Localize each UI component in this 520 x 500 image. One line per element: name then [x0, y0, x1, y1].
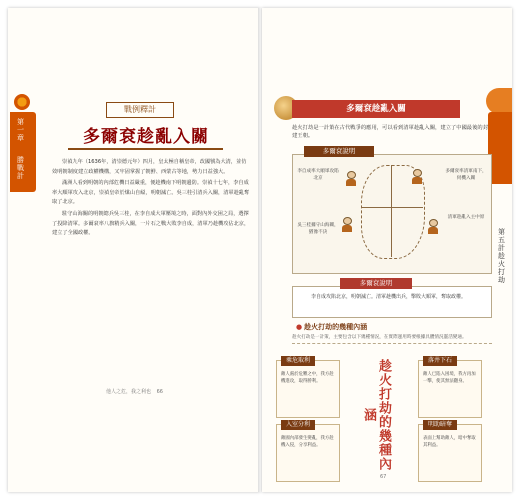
card-title: 落井下石: [423, 356, 457, 366]
warlord-figure: [341, 217, 353, 231]
concept-card: [418, 357, 482, 418]
page-title: 多爾袞趁亂入關: [83, 127, 209, 147]
concept-card: [276, 357, 340, 418]
map-label-right-top: 多爾袞率清軍南下，伺機入關: [445, 169, 487, 181]
footer-quote: 他人之危，我之利也: [106, 389, 152, 395]
side-title: 第五計 趁火打劫: [498, 228, 505, 284]
paragraph: 滿洲人看到明朝的內部危機日益嚴重，便趁機南下明朝邊防。崇禎十七年，李自成率大順軍攻入北京，崇禎皇帝於煤山自縊，明朝滅亡。吳三桂引清兵入關，清軍趁亂奪取了北京。: [52, 180, 250, 206]
card-text: 敵人已陷入困境，我方再加一擊，使其無法翻身。: [423, 372, 476, 384]
map-label-left-bottom: 吳三桂據守山海關，猶豫不決: [297, 223, 339, 235]
warlord-figure: [411, 169, 423, 183]
map-border-line: [361, 207, 423, 208]
card-title: 入室分利: [281, 420, 315, 430]
card-text: 表面上幫助敵人，暗中奪取其利益。: [423, 436, 476, 448]
subheading: [296, 322, 367, 332]
card-text: 敵國內部發生變亂，我方趁機入侵，分享利益。: [281, 436, 334, 448]
page-number: 66: [156, 389, 163, 395]
card-title: 乘危取利: [281, 356, 315, 366]
explain-heading: 多爾袞說明: [340, 278, 412, 289]
center-callout: [344, 356, 408, 474]
card-text: 敵人處於危難之中，我方趁機進攻，取得勝利。: [281, 372, 334, 384]
page-number: 67: [380, 474, 387, 480]
section-label: 戰例釋計: [106, 102, 174, 118]
section-header: 多爾袞趁亂入關: [292, 100, 460, 118]
map-label-left-top: 李自成率大順軍攻陷北京: [297, 169, 339, 181]
monkey-icon: [486, 88, 512, 114]
map-panel: [292, 154, 492, 274]
map-label-right-bottom: 清軍趁亂入主中原: [447, 215, 485, 220]
paragraph: 崇禎九年（1636年，清崇德元年）四月，皇太極自稱皇帝，改國號為大清，並仿效明朝制度建立政權機構，又牢固掌握了朝鮮、西蒙古等地，勢力日益強大。: [52, 159, 247, 175]
chapter-side-tab: [10, 112, 36, 192]
map-heading: 多爾袞說明: [304, 146, 374, 157]
callout-text: 趁火打劫的幾種內涵: [361, 359, 391, 471]
sun-icon: [14, 94, 30, 110]
warlord-figure: [345, 171, 357, 185]
map-border-line: [391, 165, 392, 257]
intro-text: 趁火打劫是一計策在古代戰爭的應用，可以看到清軍趁亂入關，建立了中國最後的封建王朝。: [292, 125, 488, 139]
card-title: 明助暗奪: [423, 420, 457, 430]
paragraph: 駐守山海關的明朝總兵吳三桂，在李自成大軍壓境之時，面對內外交困之局，選擇了投降清軍。多爾袞率八旗精兵入關，一片石之戰大敗李自成，清軍乃趁機攻佔北京，建立了全國政權。: [52, 210, 250, 237]
page-footer: [104, 388, 165, 395]
bullet-icon: ●: [296, 323, 303, 331]
tip-text: 趁火打劫是一計策，主要包含以下幾種情況，在實際運用時要根據具體情況靈活變通。: [292, 334, 492, 344]
chapter-label: 第一章: [17, 118, 24, 142]
right-page: [262, 8, 512, 492]
warlord-figure: [427, 219, 439, 233]
concept-card: [418, 421, 482, 482]
subheading-text: 趁火打劫的幾種內涵: [304, 323, 368, 331]
body-text: [52, 158, 250, 241]
title-rule: [68, 148, 223, 150]
concept-card: [276, 421, 340, 482]
chapter-title: 勝戰計: [17, 156, 24, 180]
left-page: [8, 8, 260, 492]
explain-text: 李自成攻陷北京，明朝滅亡。清軍趁機出兵，擊敗大順軍，奪取政權。: [311, 294, 467, 300]
explain-box: [292, 286, 492, 318]
